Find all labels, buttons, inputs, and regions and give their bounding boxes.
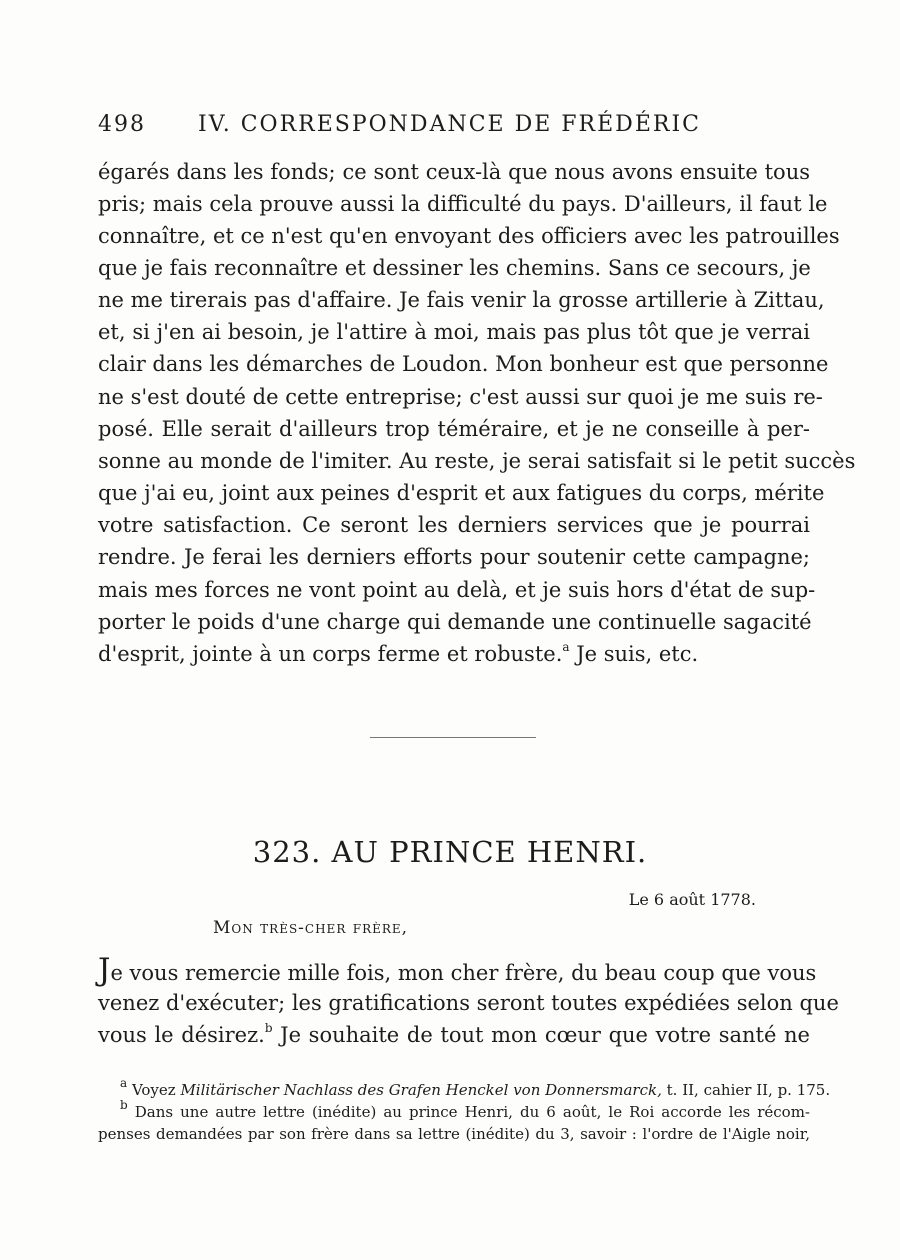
footnote-text: t. II, cahier II, p. 175.	[661, 1081, 831, 1099]
footnote-text: Dans une autre lettre (inédite) au prince Henri, du 6 août, le Roi accorde les récom-	[134, 1103, 810, 1121]
body-line: porter le poids d'une charge qui demande une continuelle sagacité	[98, 610, 812, 634]
body-line: votre satisfaction. Ce seront les derniers services que je pourrai	[98, 513, 810, 537]
body-line: clair dans les démarches de Loudon. Mon bonheur est que personne	[98, 352, 829, 376]
body-line-first	[98, 952, 817, 988]
footnote-b-continued: penses demandées par son frère dans sa lettre (inédite) du 3, savoir : l'ordre de l'Aigle noir,	[98, 1125, 810, 1143]
body-line: ne me tirerais pas d'affaire. Je fais venir la grosse artillerie à Zittau,	[98, 288, 825, 312]
footnote-mark: a	[120, 1076, 128, 1090]
letter-salutation: Mon très-cher frère,	[213, 918, 409, 938]
footnote-mark: b	[120, 1098, 128, 1112]
body-line: que je fais reconnaître et dessiner les chemins. Sans ce secours, je	[98, 256, 811, 280]
footnote-ref-b[interactable]: b	[264, 1021, 273, 1035]
footnote-ref-a[interactable]: a	[562, 640, 570, 654]
body-text: vous le désirez.	[98, 1023, 265, 1047]
section-divider	[370, 737, 536, 738]
body-line	[98, 1021, 810, 1049]
body-line-last	[98, 640, 810, 668]
body-line: mais mes forces ne vont point au delà, et je suis hors d'état de sup-	[98, 578, 816, 602]
footnote-text: Voyez	[131, 1081, 181, 1099]
body-line: ne s'est douté de cette entreprise; c'est aussi sur quoi je me suis re-	[98, 385, 823, 409]
body-line: que j'ai eu, joint aux peines d'esprit et aux fatigues du corps, mérite	[98, 481, 825, 505]
body-text: Je souhaite de tout mon cœur que votre santé ne	[272, 1023, 810, 1047]
footnote-book-title: Militärischer Nachlass des Grafen Henckel von Donnersmarck,	[180, 1081, 662, 1099]
body-line: connaître, et ce n'est qu'en envoyant des officiers avec les patrouilles	[98, 224, 840, 248]
body-line: rendre. Je ferai les derniers efforts pour soutenir cette campagne;	[98, 545, 810, 569]
body-line: et, si j'en ai besoin, je l'attire à moi, mais pas plus tôt que je verrai	[98, 320, 810, 344]
running-title: IV. CORRESPONDANCE DE FRÉDÉRIC	[198, 112, 701, 137]
footnote-b	[98, 1098, 810, 1122]
body-text: e vous remercie mille fois, mon cher frère, du beau coup que vous	[110, 961, 817, 985]
letter-title: 323. AU PRINCE HENRI.	[252, 835, 648, 869]
body-line: sonne au monde de l'imiter. Au reste, je serai satisfait si le petit succès	[98, 449, 856, 473]
body-text: Je suis, etc.	[569, 642, 699, 666]
drop-cap: J	[98, 952, 111, 988]
running-header	[98, 112, 810, 137]
body-line: égarés dans les fonds; ce sont ceux-là que nous avons ensuite tous	[98, 160, 810, 184]
footnote-a	[98, 1076, 831, 1100]
body-line: posé. Elle serait d'ailleurs trop téméraire, et je ne conseille à per-	[98, 417, 810, 441]
letter-date: Le 6 août 1778.	[628, 890, 756, 909]
page-number: 498	[98, 112, 146, 137]
body-line: pris; mais cela prouve aussi la difficulté du pays. D'ailleurs, il faut le	[98, 192, 828, 216]
body-line: venez d'exécuter; les gratifications seront toutes expédiées selon que	[98, 991, 839, 1015]
body-text: d'esprit, jointe à un corps ferme et robuste.	[98, 642, 563, 666]
